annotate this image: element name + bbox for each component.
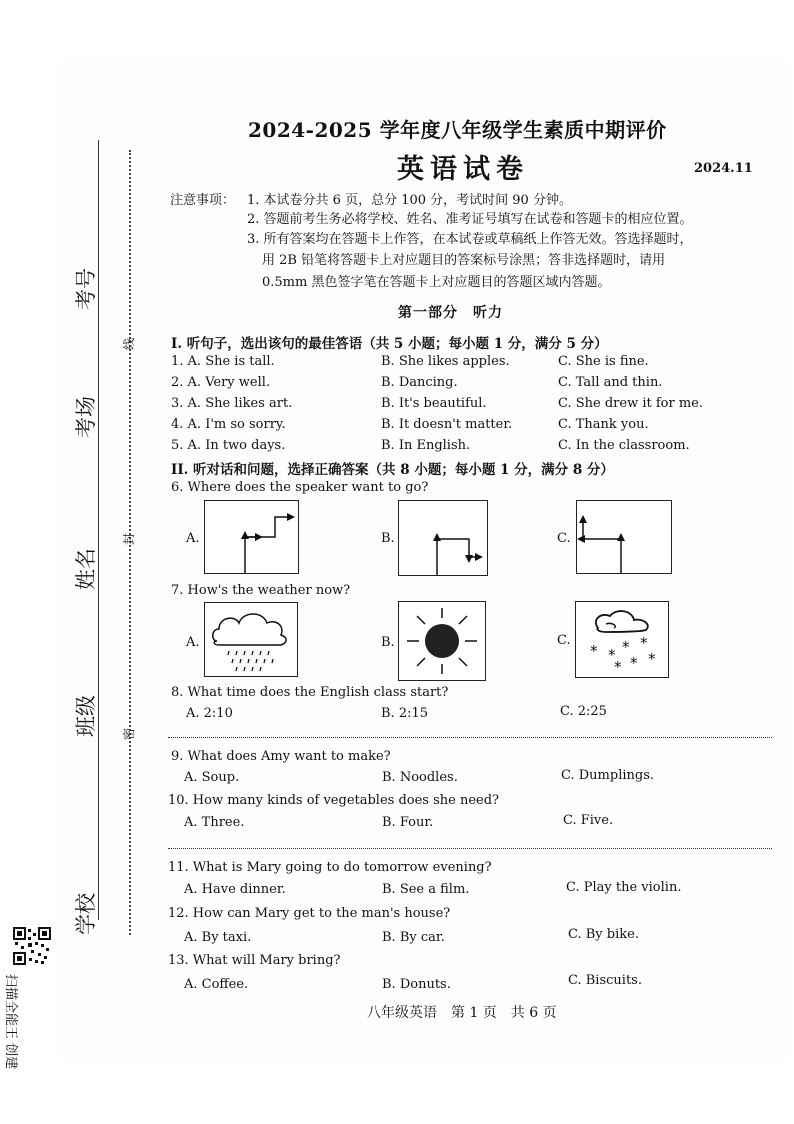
route-arrow-icon	[577, 501, 671, 573]
q10-text: 10. How many kinds of vegetables does she need?	[168, 793, 500, 808]
q7-weather-a	[204, 602, 298, 677]
exam-date: 2024.11	[694, 161, 753, 176]
page-footer: 八年级英语 第 1 页 共 6 页	[367, 1005, 557, 1021]
notice-item: 0.5mm 黑色签字笔在答题卡上对应题目的答题区域内答题。	[262, 275, 611, 290]
q11-option-b: B. See a film.	[382, 882, 470, 897]
q10-option-a: A. Three.	[184, 815, 245, 830]
q2-option-c: C. Tall and thin.	[558, 375, 663, 390]
field-exam-room: 考场	[74, 396, 98, 438]
svg-text:*: *	[640, 634, 648, 652]
notice-item: 3. 所有答案均在答题卡上作答，在本试卷或草稿纸上作答无效。答选择题时，	[247, 232, 693, 247]
q12-option-b: B. By car.	[382, 930, 445, 945]
divider	[168, 848, 772, 849]
q10-option-b: B. Four.	[382, 815, 434, 830]
q10-option-c: C. Five.	[563, 813, 614, 828]
q5-option-b: B. In English.	[381, 438, 471, 453]
rain-icon	[205, 603, 297, 676]
scanner-watermark: 扫描全能王 创建	[3, 974, 18, 1070]
field-name: 姓名	[74, 548, 98, 590]
q13-option-b: B. Donuts.	[382, 977, 451, 992]
q1-option-b: B. She likes apples.	[381, 354, 510, 369]
svg-text:*: *	[630, 654, 638, 672]
field-school: 学校	[74, 893, 98, 935]
section-heading: II. 听对话和问题，选择正确答案（共 8 小题；每小题 1 分，满分 8 分）	[171, 462, 614, 478]
q3-option-a: 3. A. She likes art.	[171, 396, 293, 411]
q7-weather-c	[575, 601, 669, 678]
q11-option-a: A. Have dinner.	[184, 882, 286, 897]
q6-label-c: C.	[557, 531, 571, 546]
q4-option-c: C. Thank you.	[558, 417, 649, 432]
q13-option-a: A. Coffee.	[184, 977, 249, 992]
binding-mark-secret: 密	[122, 727, 136, 740]
binding-mark-line: 线	[122, 337, 136, 350]
q6-map-b	[398, 500, 488, 576]
q7-text: 7. How's the weather now?	[171, 583, 351, 598]
q11-option-c: C. Play the violin.	[566, 880, 682, 895]
notice-label: 注意事项：	[170, 193, 236, 208]
q7-label-c: C.	[557, 633, 571, 648]
q7-label-a: A.	[186, 635, 200, 650]
q1-option-a: 1. A. She is tall.	[171, 354, 275, 369]
q2-option-a: 2. A. Very well.	[171, 375, 271, 390]
q5-option-c: C. In the classroom.	[558, 438, 690, 453]
exam-title: 2024-2025 学年度八年级学生素质中期评价	[248, 118, 667, 142]
route-arrow-icon	[205, 501, 298, 573]
q5-option-a: 5. A. In two days.	[171, 438, 286, 453]
q7-weather-b	[398, 601, 486, 681]
q7-label-b: B.	[381, 635, 395, 650]
sun-icon	[399, 602, 485, 680]
field-class: 班级	[74, 695, 98, 737]
q13-text: 13. What will Mary bring?	[168, 953, 341, 968]
exam-subject: 英语试卷	[397, 154, 529, 185]
notice-item: 1. 本试卷分共 6 页，总分 100 分，考试时间 90 分钟。	[247, 193, 572, 208]
route-arrow-icon	[399, 501, 487, 575]
q9-text: 9. What does Amy want to make?	[171, 749, 391, 764]
q6-label-b: B.	[381, 531, 395, 546]
q8-option-a: A. 2:10	[186, 706, 233, 721]
q12-text: 12. How can Mary get to the man's house?	[168, 906, 451, 921]
q8-option-c: C. 2:25	[560, 704, 607, 719]
field-exam-number: 考号	[74, 268, 98, 310]
q6-map-a	[204, 500, 299, 574]
q6-map-c	[576, 500, 672, 574]
binding-line	[98, 140, 99, 920]
q6-text: 6. Where does the speaker want to go?	[171, 480, 429, 495]
snow-icon	[576, 602, 668, 677]
q4-option-b: B. It doesn't matter.	[381, 417, 513, 432]
q9-option-a: A. Soup.	[184, 770, 240, 785]
q4-option-a: 4. A. I'm so sorry.	[171, 417, 286, 432]
notice-item: 用 2B 铅笔将答题卡上对应题目的答案标号涂黑；答非选择题时，请用	[262, 253, 666, 268]
q3-option-c: C. She drew it for me.	[558, 396, 703, 411]
part-title: 第一部分 听力	[398, 305, 503, 321]
q6-label-a: A.	[186, 531, 200, 546]
svg-text:*: *	[648, 650, 656, 668]
q3-option-b: B. It's beautiful.	[381, 396, 487, 411]
q9-option-c: C. Dumplings.	[561, 768, 655, 783]
divider	[168, 737, 772, 738]
q12-option-c: C. By bike.	[568, 927, 639, 942]
q13-option-c: C. Biscuits.	[568, 973, 642, 988]
svg-text:*: *	[622, 638, 630, 656]
q2-option-b: B. Dancing.	[381, 375, 458, 390]
q9-option-b: B. Noodles.	[382, 770, 458, 785]
q8-text: 8. What time does the English class start?	[171, 685, 449, 700]
qr-code-icon	[13, 927, 51, 965]
section-heading: I. 听句子，选出该句的最佳答语（共 5 小题；每小题 1 分，满分 5 分）	[171, 336, 608, 352]
svg-text:*: *	[590, 642, 598, 660]
q1-option-c: C. She is fine.	[558, 354, 649, 369]
q12-option-a: A. By taxi.	[184, 930, 252, 945]
svg-text:*: *	[614, 658, 622, 676]
q8-option-b: B. 2:15	[381, 706, 429, 721]
notice-item: 2. 答题前考生务必将学校、姓名、准考证号填写在试卷和答题卡的相应位置。	[247, 212, 693, 227]
q11-text: 11. What is Mary going to do tomorrow evening?	[168, 860, 492, 875]
binding-mark-seal: 封	[122, 532, 136, 545]
svg-text:*: *	[608, 646, 616, 664]
